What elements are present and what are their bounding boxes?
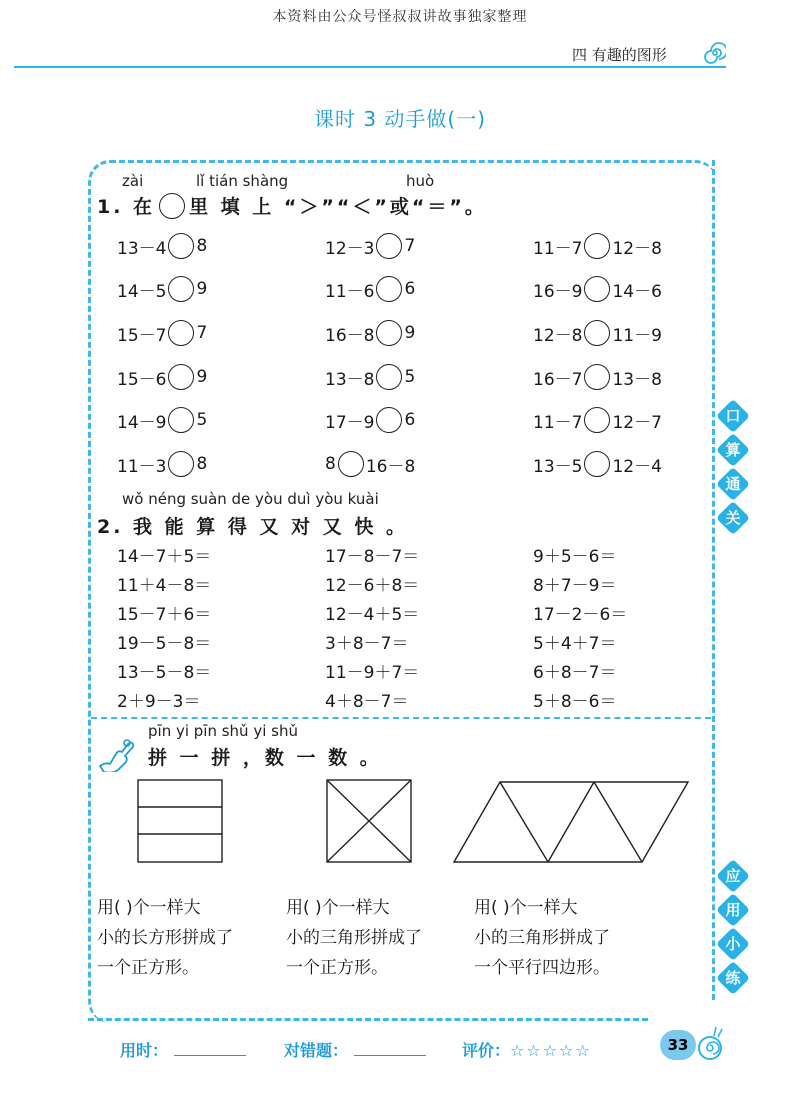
- compare-item: [117, 276, 207, 302]
- compare-right: 12－4: [612, 456, 662, 477]
- source-note: 本资料由公众号怪叔叔讲故事独家整理: [272, 9, 528, 25]
- compare-right: 9: [196, 279, 208, 299]
- q3-title: 拼 一 拼 ，数 一 数 。: [148, 747, 382, 769]
- compare-left: 14－9: [117, 412, 167, 433]
- answer-circle[interactable]: [168, 276, 194, 302]
- compare-left: 14－5: [117, 281, 167, 302]
- compare-right: 16－8: [365, 456, 416, 477]
- calc-item[interactable]: 17－2－6＝: [533, 605, 628, 625]
- answer-circle[interactable]: [168, 233, 194, 259]
- answer-circle[interactable]: [338, 451, 364, 477]
- answer-circle[interactable]: [584, 407, 610, 433]
- compare-item: [117, 320, 207, 346]
- q1-pinyin-zai: zài: [122, 172, 144, 190]
- rectangles-square-figure: [136, 778, 226, 866]
- compare-left: 16－7: [533, 369, 583, 390]
- compare-item: [325, 276, 415, 302]
- calc-item[interactable]: 6＋8－7＝: [533, 663, 617, 683]
- compare-item: [533, 407, 662, 433]
- compare-item: [533, 451, 662, 477]
- answer-circle[interactable]: [376, 364, 402, 390]
- answer-circle[interactable]: [584, 276, 610, 302]
- q3-answer-2: [286, 893, 422, 983]
- compare-right: 7: [404, 236, 416, 256]
- compare-item: [325, 451, 415, 477]
- compare-right: 12－7: [612, 412, 662, 433]
- lesson-title: 课时 3 动手做(一): [313, 107, 487, 131]
- compare-item: [117, 364, 207, 390]
- compare-left: 15－7: [117, 325, 167, 346]
- compare-item: [117, 407, 207, 433]
- q3-answer-1: [97, 893, 233, 983]
- compare-left: 11－3: [117, 456, 167, 477]
- compare-right: 6: [404, 410, 416, 430]
- compare-item: [533, 233, 662, 259]
- compare-right: 9: [404, 323, 416, 343]
- answer-circle[interactable]: [168, 451, 194, 477]
- compare-right: 6: [404, 279, 416, 299]
- page-number: 33: [660, 1030, 696, 1060]
- side-tab-char: 算: [716, 433, 750, 467]
- calc-item[interactable]: 8＋7－9＝: [533, 576, 617, 596]
- answer-circle[interactable]: [376, 407, 402, 433]
- compare-left: 17－9: [325, 412, 375, 433]
- compare-item: [533, 320, 662, 346]
- answer-line: 一个平行四边形。: [474, 958, 610, 978]
- answer-circle[interactable]: [584, 451, 610, 477]
- errors-label: 对错题：: [284, 1041, 349, 1060]
- calc-item[interactable]: 12－4＋5＝: [325, 605, 420, 625]
- time-used-field[interactable]: [120, 1038, 246, 1061]
- answer-circle[interactable]: [584, 320, 610, 346]
- compare-right: 8: [196, 454, 208, 474]
- answer-circle[interactable]: [376, 320, 402, 346]
- calc-item[interactable]: 19－5－8＝: [117, 634, 212, 654]
- q1-pinyin-li-tian-shang: lǐ tián shàng: [196, 172, 289, 190]
- snail-icon: [690, 1024, 724, 1062]
- compare-left: 13－8: [325, 369, 375, 390]
- compare-right: 8: [196, 236, 208, 256]
- compare-item: [325, 233, 415, 259]
- answer-circle[interactable]: [376, 276, 402, 302]
- q2-pinyin: wǒ néng suàn de yòu duì yòu kuài: [122, 490, 379, 508]
- calc-item[interactable]: 11－9＋7＝: [325, 663, 420, 683]
- calc-item[interactable]: 13－5－8＝: [117, 663, 212, 683]
- compare-right: 11－9: [612, 325, 662, 346]
- answer-circle[interactable]: [584, 233, 610, 259]
- compare-left: 13－5: [533, 456, 583, 477]
- answer-line: 用( )个一样大: [474, 898, 578, 918]
- answer-circle[interactable]: [584, 364, 610, 390]
- compare-right: 13－8: [612, 369, 662, 390]
- q2-title: 2. 我 能 算 得 又 对 又 快 。: [97, 516, 408, 538]
- header-rule: [14, 66, 726, 68]
- compare-item: [325, 320, 415, 346]
- answer-line: 小的长方形拼成了: [97, 928, 233, 948]
- compare-item: [117, 451, 207, 477]
- compare-left: 15－6: [117, 369, 167, 390]
- time-used-blank[interactable]: [174, 1055, 246, 1056]
- q1-title: [97, 192, 487, 219]
- frame-bottom-edge: [88, 1018, 648, 1021]
- answer-circle[interactable]: [168, 320, 194, 346]
- q1-title-end: 里 填 上 “＞”“＜”或“＝”。: [189, 196, 487, 218]
- compare-right: 5: [196, 410, 208, 430]
- calc-item[interactable]: 17－8－7＝: [325, 547, 420, 567]
- compare-right: 7: [196, 323, 208, 343]
- rating-field: [462, 1038, 592, 1061]
- calc-item[interactable]: 4＋8－7＝: [325, 692, 409, 712]
- compare-left: 11－7: [533, 238, 583, 259]
- time-used-label: 用时：: [120, 1041, 169, 1060]
- compare-right: 14－6: [612, 281, 662, 302]
- side-tab-oral-math: [717, 396, 749, 540]
- answer-circle[interactable]: [376, 233, 402, 259]
- answer-circle[interactable]: [168, 407, 194, 433]
- answer-line: 小的三角形拼成了: [474, 928, 610, 948]
- side-tab-application: [717, 856, 749, 1000]
- calc-item[interactable]: 11＋4－8＝: [117, 576, 212, 596]
- compare-right: 12－8: [612, 238, 662, 259]
- frame-right-edge: [712, 160, 715, 1000]
- answer-line: 一个正方形。: [286, 958, 388, 978]
- side-tab-char: 用: [716, 893, 750, 927]
- compare-item: [117, 233, 207, 259]
- compare-item: [325, 364, 415, 390]
- compare-right: 5: [404, 367, 416, 387]
- calc-item[interactable]: 2＋9－3＝: [117, 692, 201, 712]
- errors-field[interactable]: [284, 1038, 426, 1061]
- calc-item[interactable]: 9＋5－6＝: [533, 547, 617, 567]
- compare-left: 11－7: [533, 412, 583, 433]
- side-tab-char: 通: [716, 467, 750, 501]
- chapter-title: 四 有趣的图形: [572, 46, 667, 64]
- answer-line: 用( )个一样大: [97, 898, 201, 918]
- compare-left: 12－8: [533, 325, 583, 346]
- calc-item[interactable]: 14－7＋5＝: [117, 547, 212, 567]
- q3-pinyin: pīn yi pīn shǔ yi shǔ: [148, 722, 298, 740]
- q1-title-start: 1. 在: [97, 196, 156, 218]
- calc-item[interactable]: 5＋8－6＝: [533, 692, 617, 712]
- side-tab-char: 口: [716, 399, 750, 433]
- q1-title-circle: [159, 193, 185, 219]
- compare-item: [533, 364, 662, 390]
- calc-item[interactable]: 5＋4＋7＝: [533, 634, 617, 654]
- compare-left: 11－6: [325, 281, 375, 302]
- compare-item: [533, 276, 662, 302]
- answer-circle[interactable]: [168, 364, 194, 390]
- compare-left: 16－9: [533, 281, 583, 302]
- calc-item[interactable]: 12－6＋8＝: [325, 576, 420, 596]
- compare-left: 13－4: [117, 238, 167, 259]
- swirl-icon: [704, 42, 726, 64]
- answer-line: 一个正方形。: [97, 958, 199, 978]
- q3-answer-3: [474, 893, 610, 983]
- calc-item[interactable]: 3＋8－7＝: [325, 634, 409, 654]
- puzzle-hand-icon: [96, 736, 136, 772]
- rating-stars[interactable]: ☆☆☆☆☆: [510, 1041, 592, 1060]
- answer-line: 小的三角形拼成了: [286, 928, 422, 948]
- section-divider: [91, 717, 711, 719]
- compare-right: 9: [196, 367, 208, 387]
- side-tab-char: 小: [716, 927, 750, 961]
- triangles-parallelogram-figure: [452, 780, 692, 866]
- side-tab-char: 练: [716, 961, 750, 995]
- side-tab-char: 关: [716, 501, 750, 535]
- q1-pinyin-huo: huò: [406, 172, 435, 190]
- compare-left: 12－3: [325, 238, 375, 259]
- compare-left: 16－8: [325, 325, 375, 346]
- compare-item: [325, 407, 415, 433]
- rating-label: 评价：: [462, 1041, 511, 1060]
- errors-blank[interactable]: [354, 1055, 426, 1056]
- triangles-square-figure: [325, 778, 415, 866]
- answer-line: 用( )个一样大: [286, 898, 390, 918]
- compare-left: 8: [325, 454, 336, 474]
- side-tab-char: 应: [716, 859, 750, 893]
- calc-item[interactable]: 15－7＋6＝: [117, 605, 212, 625]
